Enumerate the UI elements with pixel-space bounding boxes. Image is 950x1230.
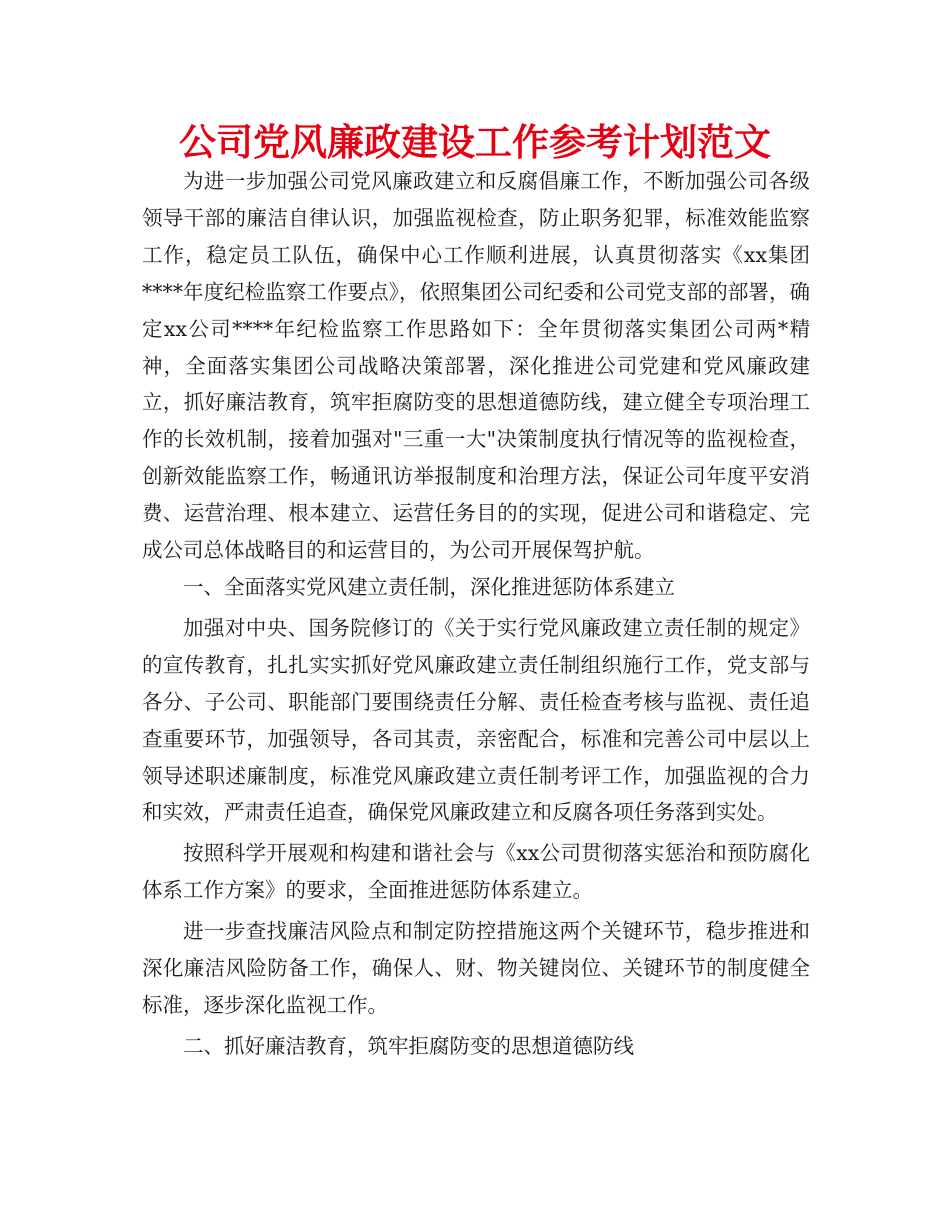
paragraph-responsibility: 加强对中央、国务院修订的《关于实行党风廉政建立责任制的规定》的宣传教育，扎扎实实抓好党风廉政建立责任制组织施行工作，党支部与各分、子公司、职能部门要围绕责任分解、责任检查考核与监视、责任追查重要环节，加强领导，各司其责，亲密配合，标准和完善公司中层以上领导述职述廉制度，标准党风廉政建立责任制考评工作，加强监视的合力和实效，严肃责任追查，确保党风廉政建立和反腐各项任务落到实处。 <box>142 615 810 825</box>
paragraph-prevention-system: 按照科学开展观和构建和谐社会与《xx公司贯彻落实惩治和预防腐化体系工作方案》的要求，全面推进惩防体系建立。 <box>142 841 810 903</box>
document-title: 公司党风廉政建设工作参考计划范文 <box>179 121 771 164</box>
paragraph-risk-control: 进一步查找廉洁风险点和制定防控措施这两个关键环节，稳步推进和深化廉洁风险防备工作，确保人、财、物关键岗位、关键环节的制度健全标准，逐步深化监视工作。 <box>142 919 810 1017</box>
paragraph-intro: 为进一步加强公司党风廉政建立和反腐倡廉工作，不断加强公司各级领导干部的廉洁自律认识，加强监视检查，防止职务犯罪，标准效能监察工作，稳定员工队伍，确保中心工作顺利进展，认真贯彻落实《xx集团****年度纪检监察工作要点》，依照集团公司纪委和公司党支部的部署，确定xx公司****年纪检监察工作思路如下：全年贯彻落实集团公司两*精神，全面落实集团公司战略决策部署，深化推进公司党建和党风廉政建立，抓好廉洁教育，筑牢拒腐防变的思想道德防线，建立健全专项治理工作的长效机制，接着加强对"三重一大"决策制度执行情况等的监视检查，创新效能监察工作，畅通讯访举报制度和治理方法，保证公司年度平安消费、运营治理、根本建立、运营任务目的的实现，促进公司和谐稳定、完成公司总体战略目的和运营目的，为公司开展保驾护航。 <box>142 169 810 563</box>
section-heading-2: 二、抓好廉洁教育，筑牢拒腐防变的思想道德防线 <box>183 1033 634 1058</box>
section-heading-1: 一、全面落实党风建立责任制，深化推进惩防体系建立 <box>183 574 675 599</box>
document-body <box>142 163 810 1065</box>
